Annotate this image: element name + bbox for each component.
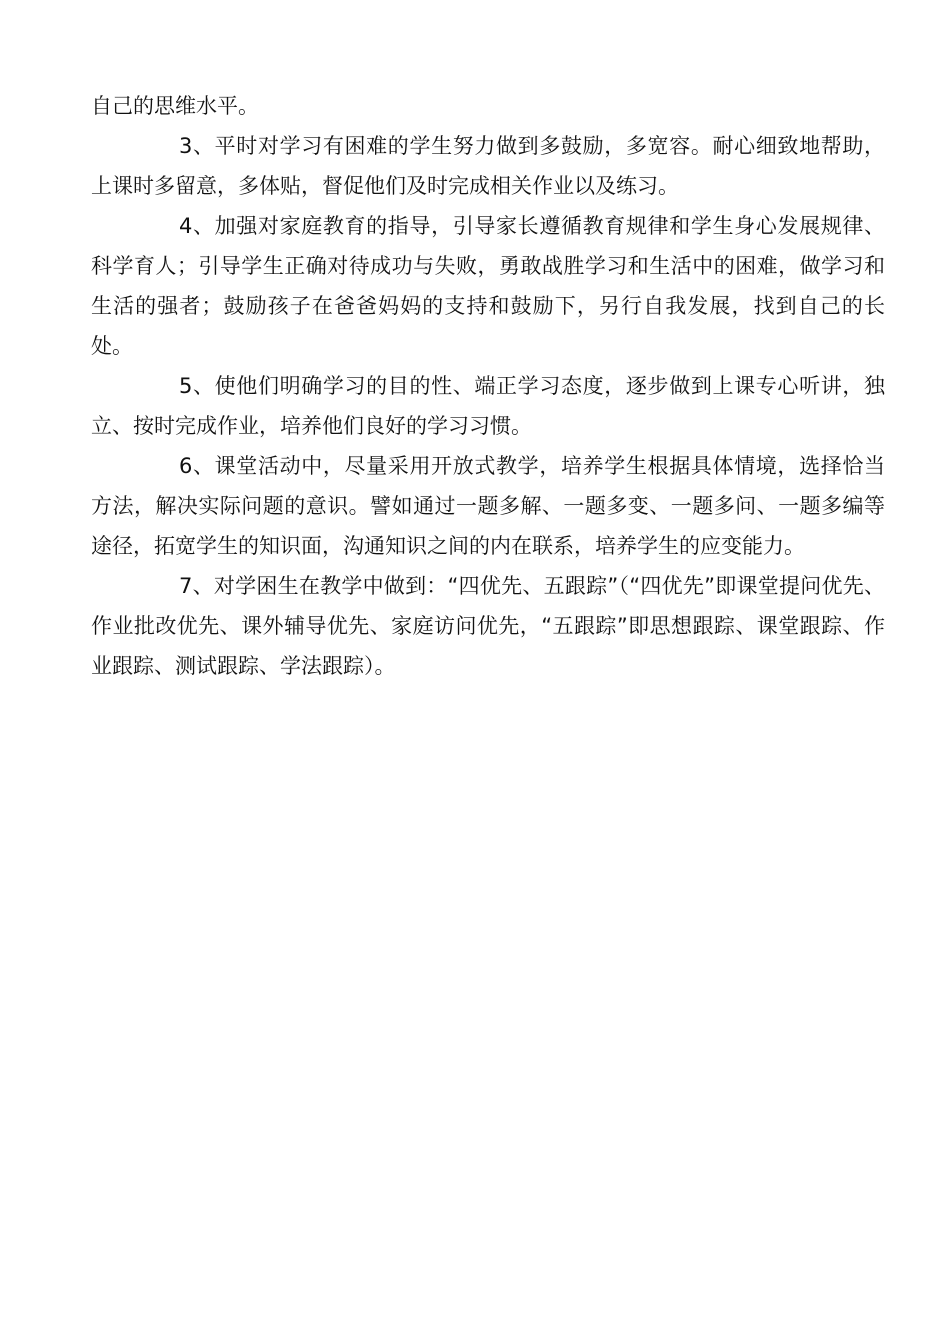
document-body [91, 86, 885, 686]
paragraph-continuation: 自己的思维水平。 [91, 94, 259, 118]
paragraph-item-5: 5、使他们明确学习的目的性、端正学习态度，逐步做到上课专心听讲，独立、按时完成作业，培养他们良好的学习习惯。 [91, 374, 885, 438]
paragraph-item-7: 7、对学困生在教学中做到：“四优先、五跟踪”（“四优先”即课堂提问优先、作业批改优先、课外辅导优先、家庭访问优先，“五跟踪”即思想跟踪、课堂跟踪、作业跟踪、测试跟踪、学法跟踪）。 [91, 574, 885, 678]
paragraph-item-4: 4、加强对家庭教育的指导，引导家长遵循教育规律和学生身心发展规律、科学育人；引导学生正确对待成功与失败，勇敢战胜学习和生活中的困难，做学习和生活的强者；鼓励孩子在爸爸妈妈的支持和鼓励下，另行自我发展，找到自己的长处。 [91, 214, 885, 358]
paragraph-item-6: 6、课堂活动中，尽量采用开放式教学，培养学生根据具体情境，选择恰当方法，解决实际问题的意识。譬如通过一题多解、一题多变、一题多问、一题多编等途径，拓宽学生的知识面，沟通知识之间的内在联系，培养学生的应变能力。 [91, 454, 885, 558]
paragraph-item-3: 3、平时对学习有困难的学生努力做到多鼓励，多宽容。耐心细致地帮助，上课时多留意，多体贴，督促他们及时完成相关作业以及练习。 [91, 134, 885, 198]
